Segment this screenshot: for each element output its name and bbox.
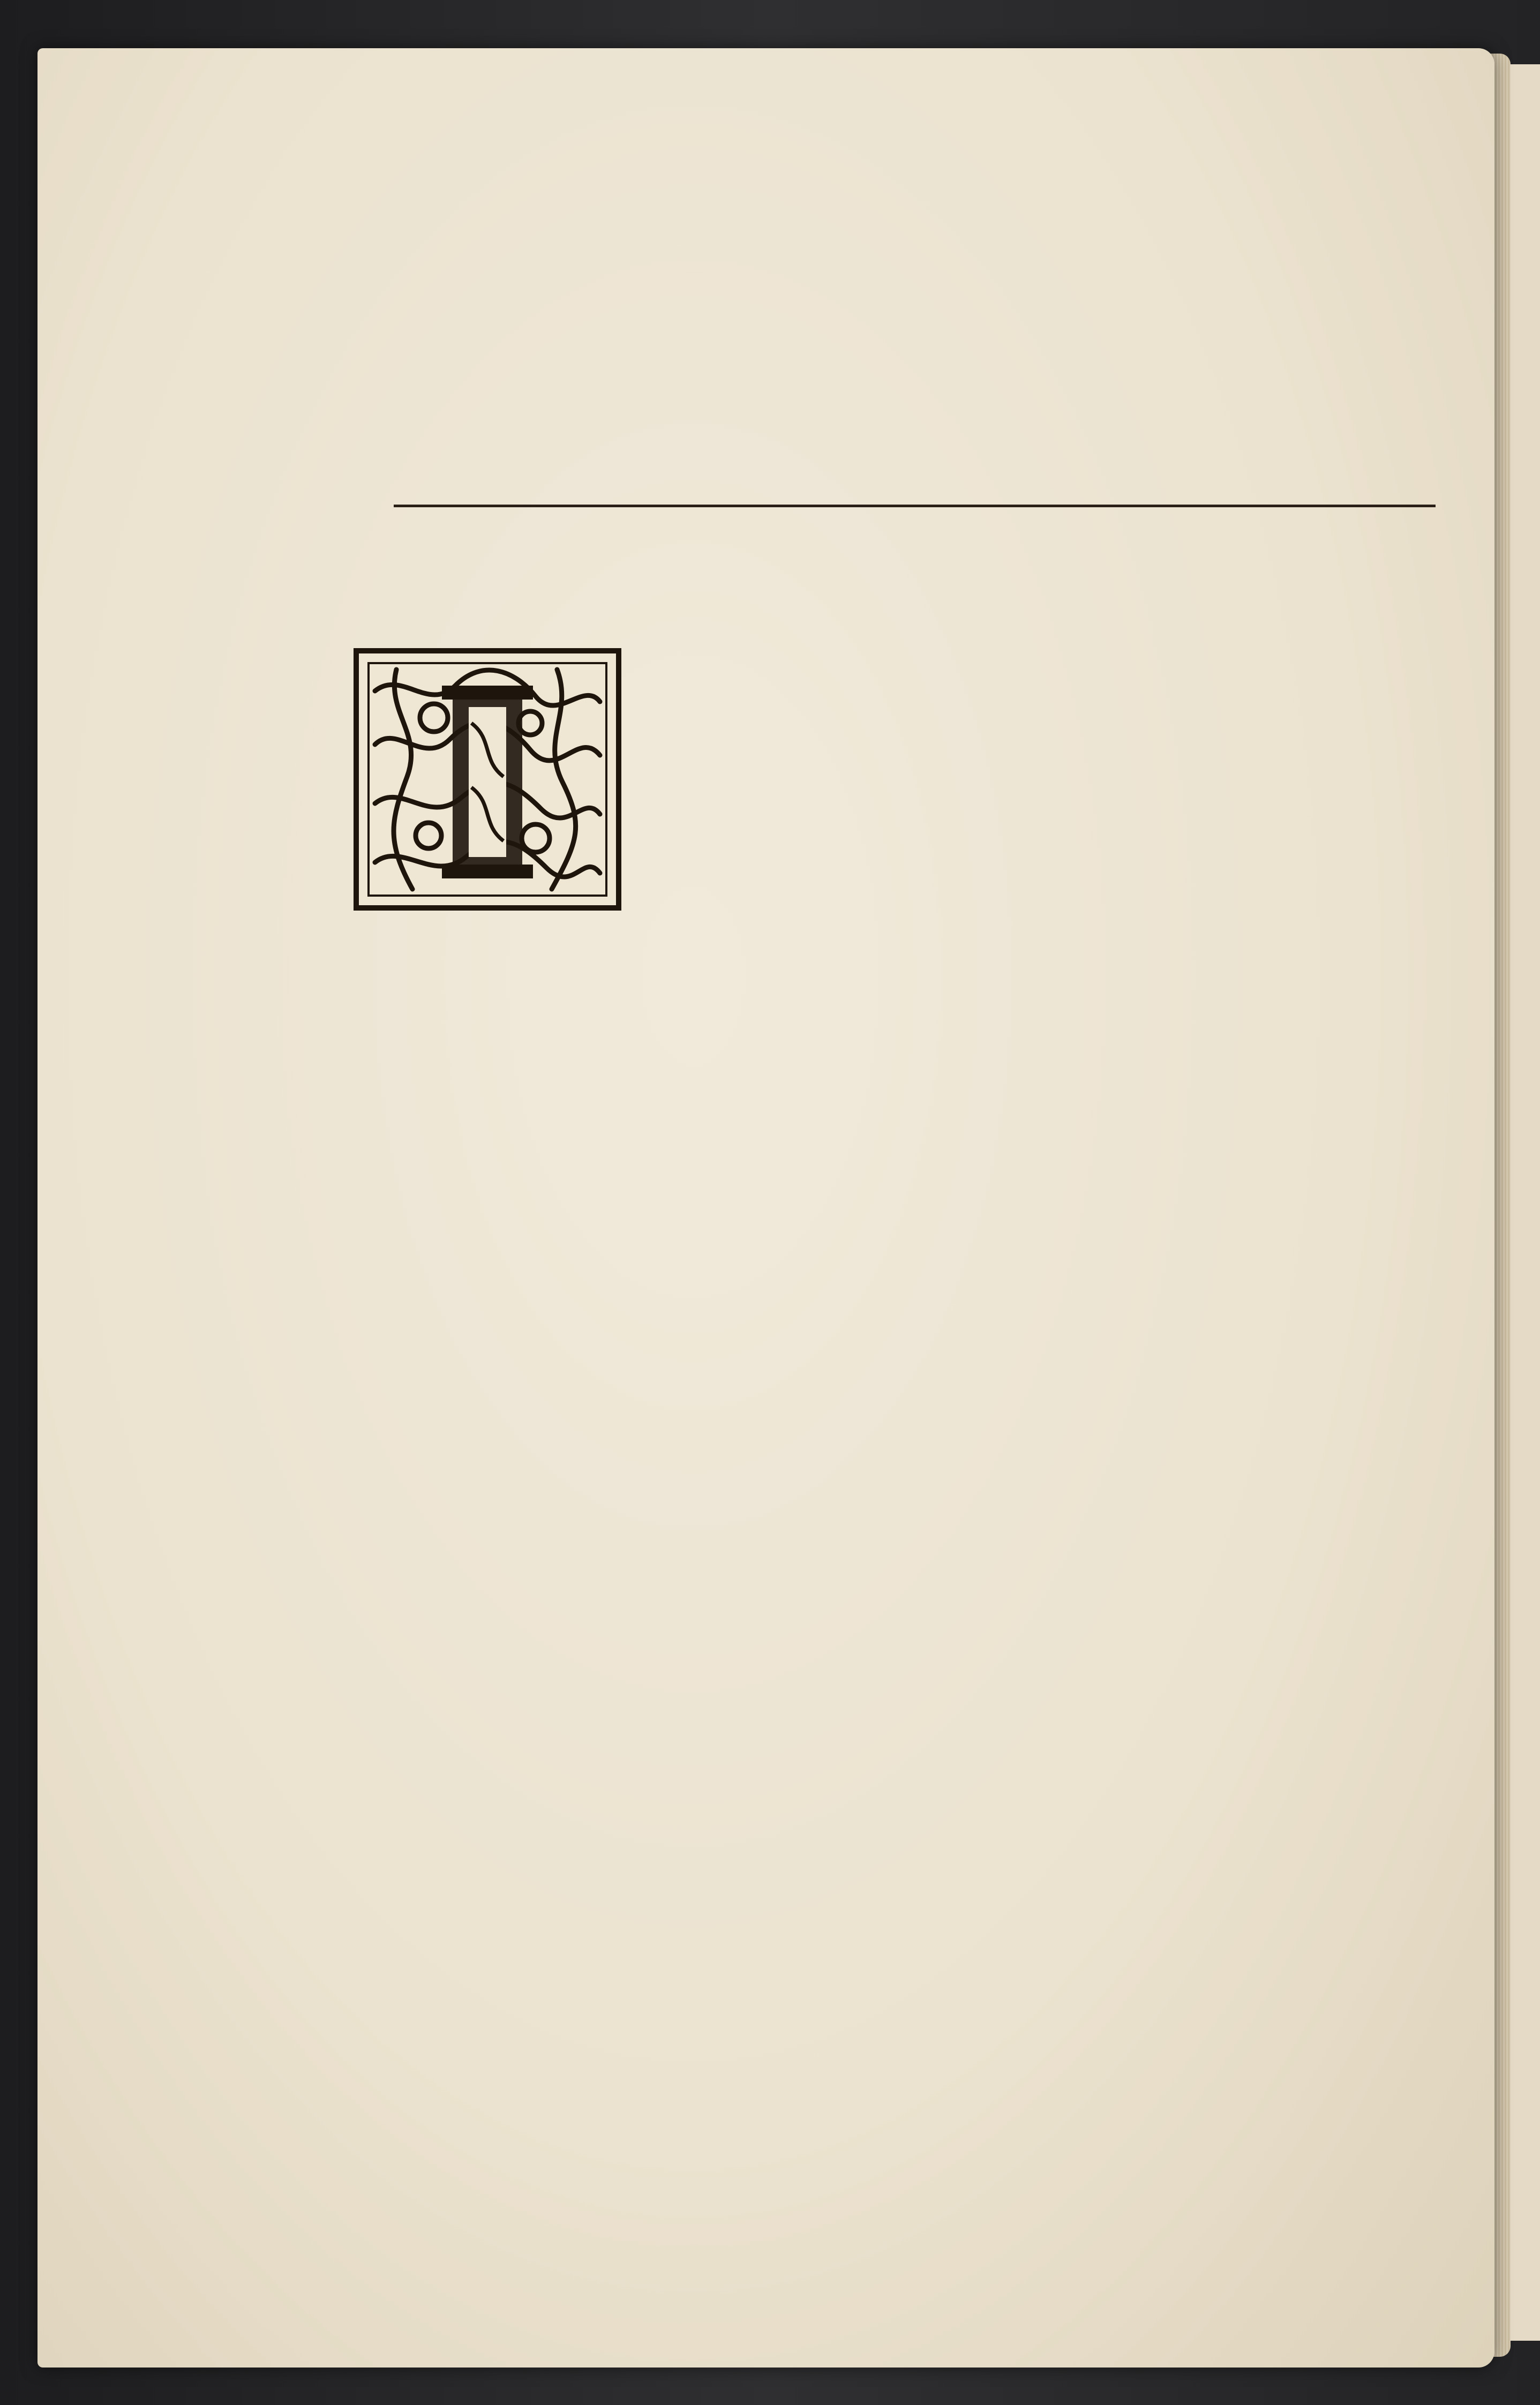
decorated-initial-icon	[354, 648, 621, 911]
page-header	[348, 115, 1419, 174]
book-page	[37, 48, 1494, 2368]
chapter-heading	[541, 540, 1291, 593]
section-rule	[394, 505, 1436, 507]
